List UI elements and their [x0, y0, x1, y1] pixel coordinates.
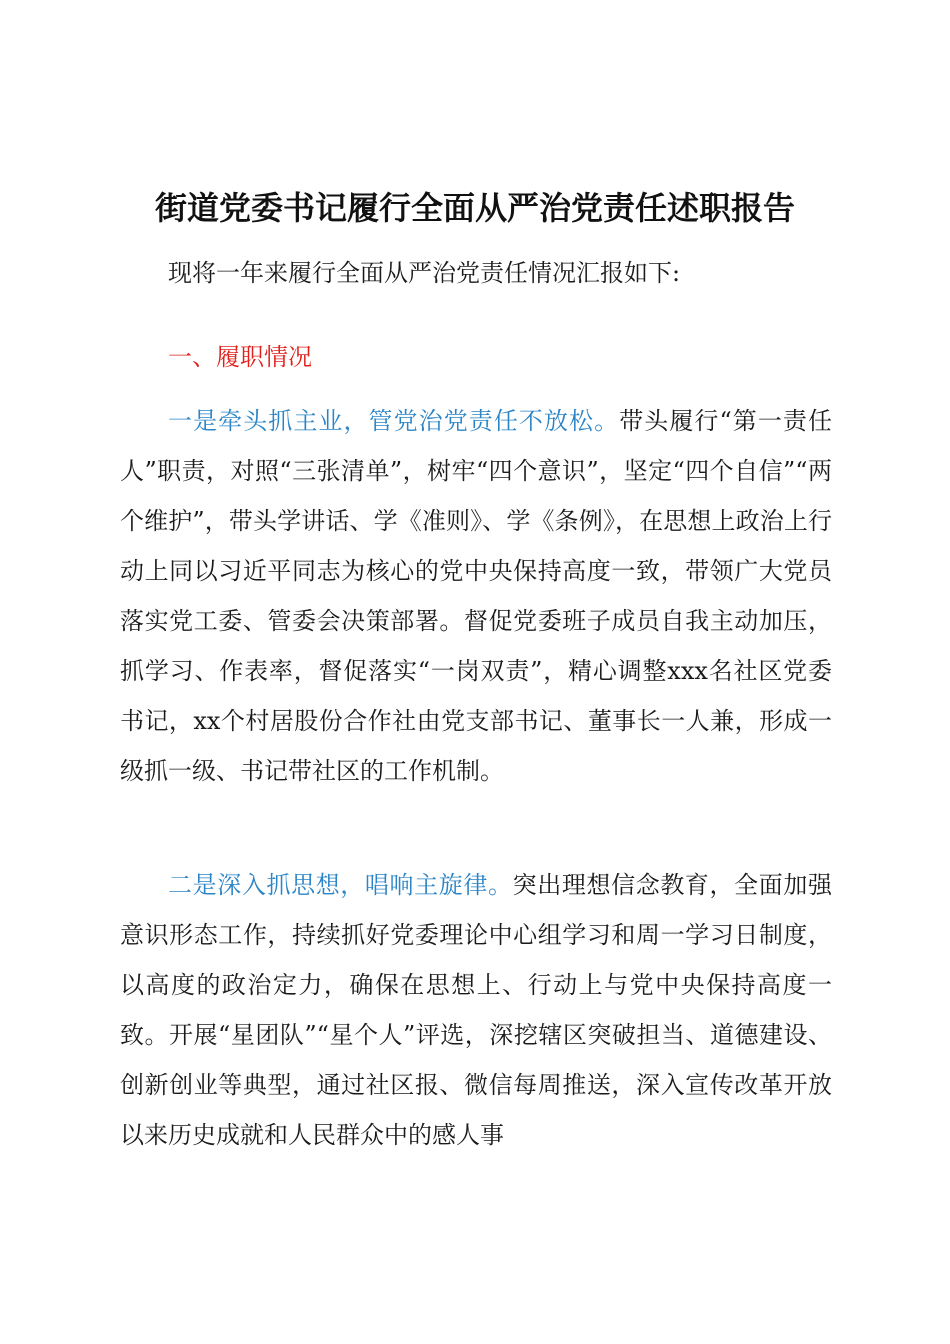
- paragraph-1: [120, 396, 832, 796]
- paragraph-1-text: 带头履行“第一责任人”职责，对照“三张清单”，树牢“四个意识”，坚定“四个自信”“两个维护”，带头学讲话、学《准则》、学《条例》，在思想上政治上行动上同以习近平同志为核心的党中央保持高度一致，带领广大党员落实党工委、管委会决策部署。督促党委班子成员自我主动加压，抓学习、作表率，督促落实“一岗双责”，精心调整xxx名社区党委书记，xx个村居股份合作社由党支部书记、董事长一人兼，形成一级抓一级、书记带社区的工作机制。: [120, 407, 833, 785]
- paragraph-1-lead: 一是牵头抓主业，管党治党责任不放松。: [168, 407, 620, 435]
- section-heading: 一、履职情况: [168, 343, 312, 371]
- paragraph-2-lead: 二是深入抓思想，唱响主旋律。: [168, 871, 513, 899]
- paragraph-2-text: 突出理想信念教育，全面加强意识形态工作，持续抓好党委理论中心组学习和周一学习日制度，以高度的政治定力，确保在思想上、行动上与党中央保持高度一致。开展“星团队”“星个人”评选，深挖辖区突破担当、道德建设、创新创业等典型，通过社区报、微信每周推送，深入宣传改革开放以来历史成就和人民群众中的感人事: [120, 871, 833, 1149]
- intro-paragraph: 现将一年来履行全面从严治党责任情况汇报如下:: [168, 259, 681, 287]
- document-title: 街道党委书记履行全面从严治党责任述职报告: [154, 189, 795, 227]
- paragraph-2: [120, 860, 832, 1160]
